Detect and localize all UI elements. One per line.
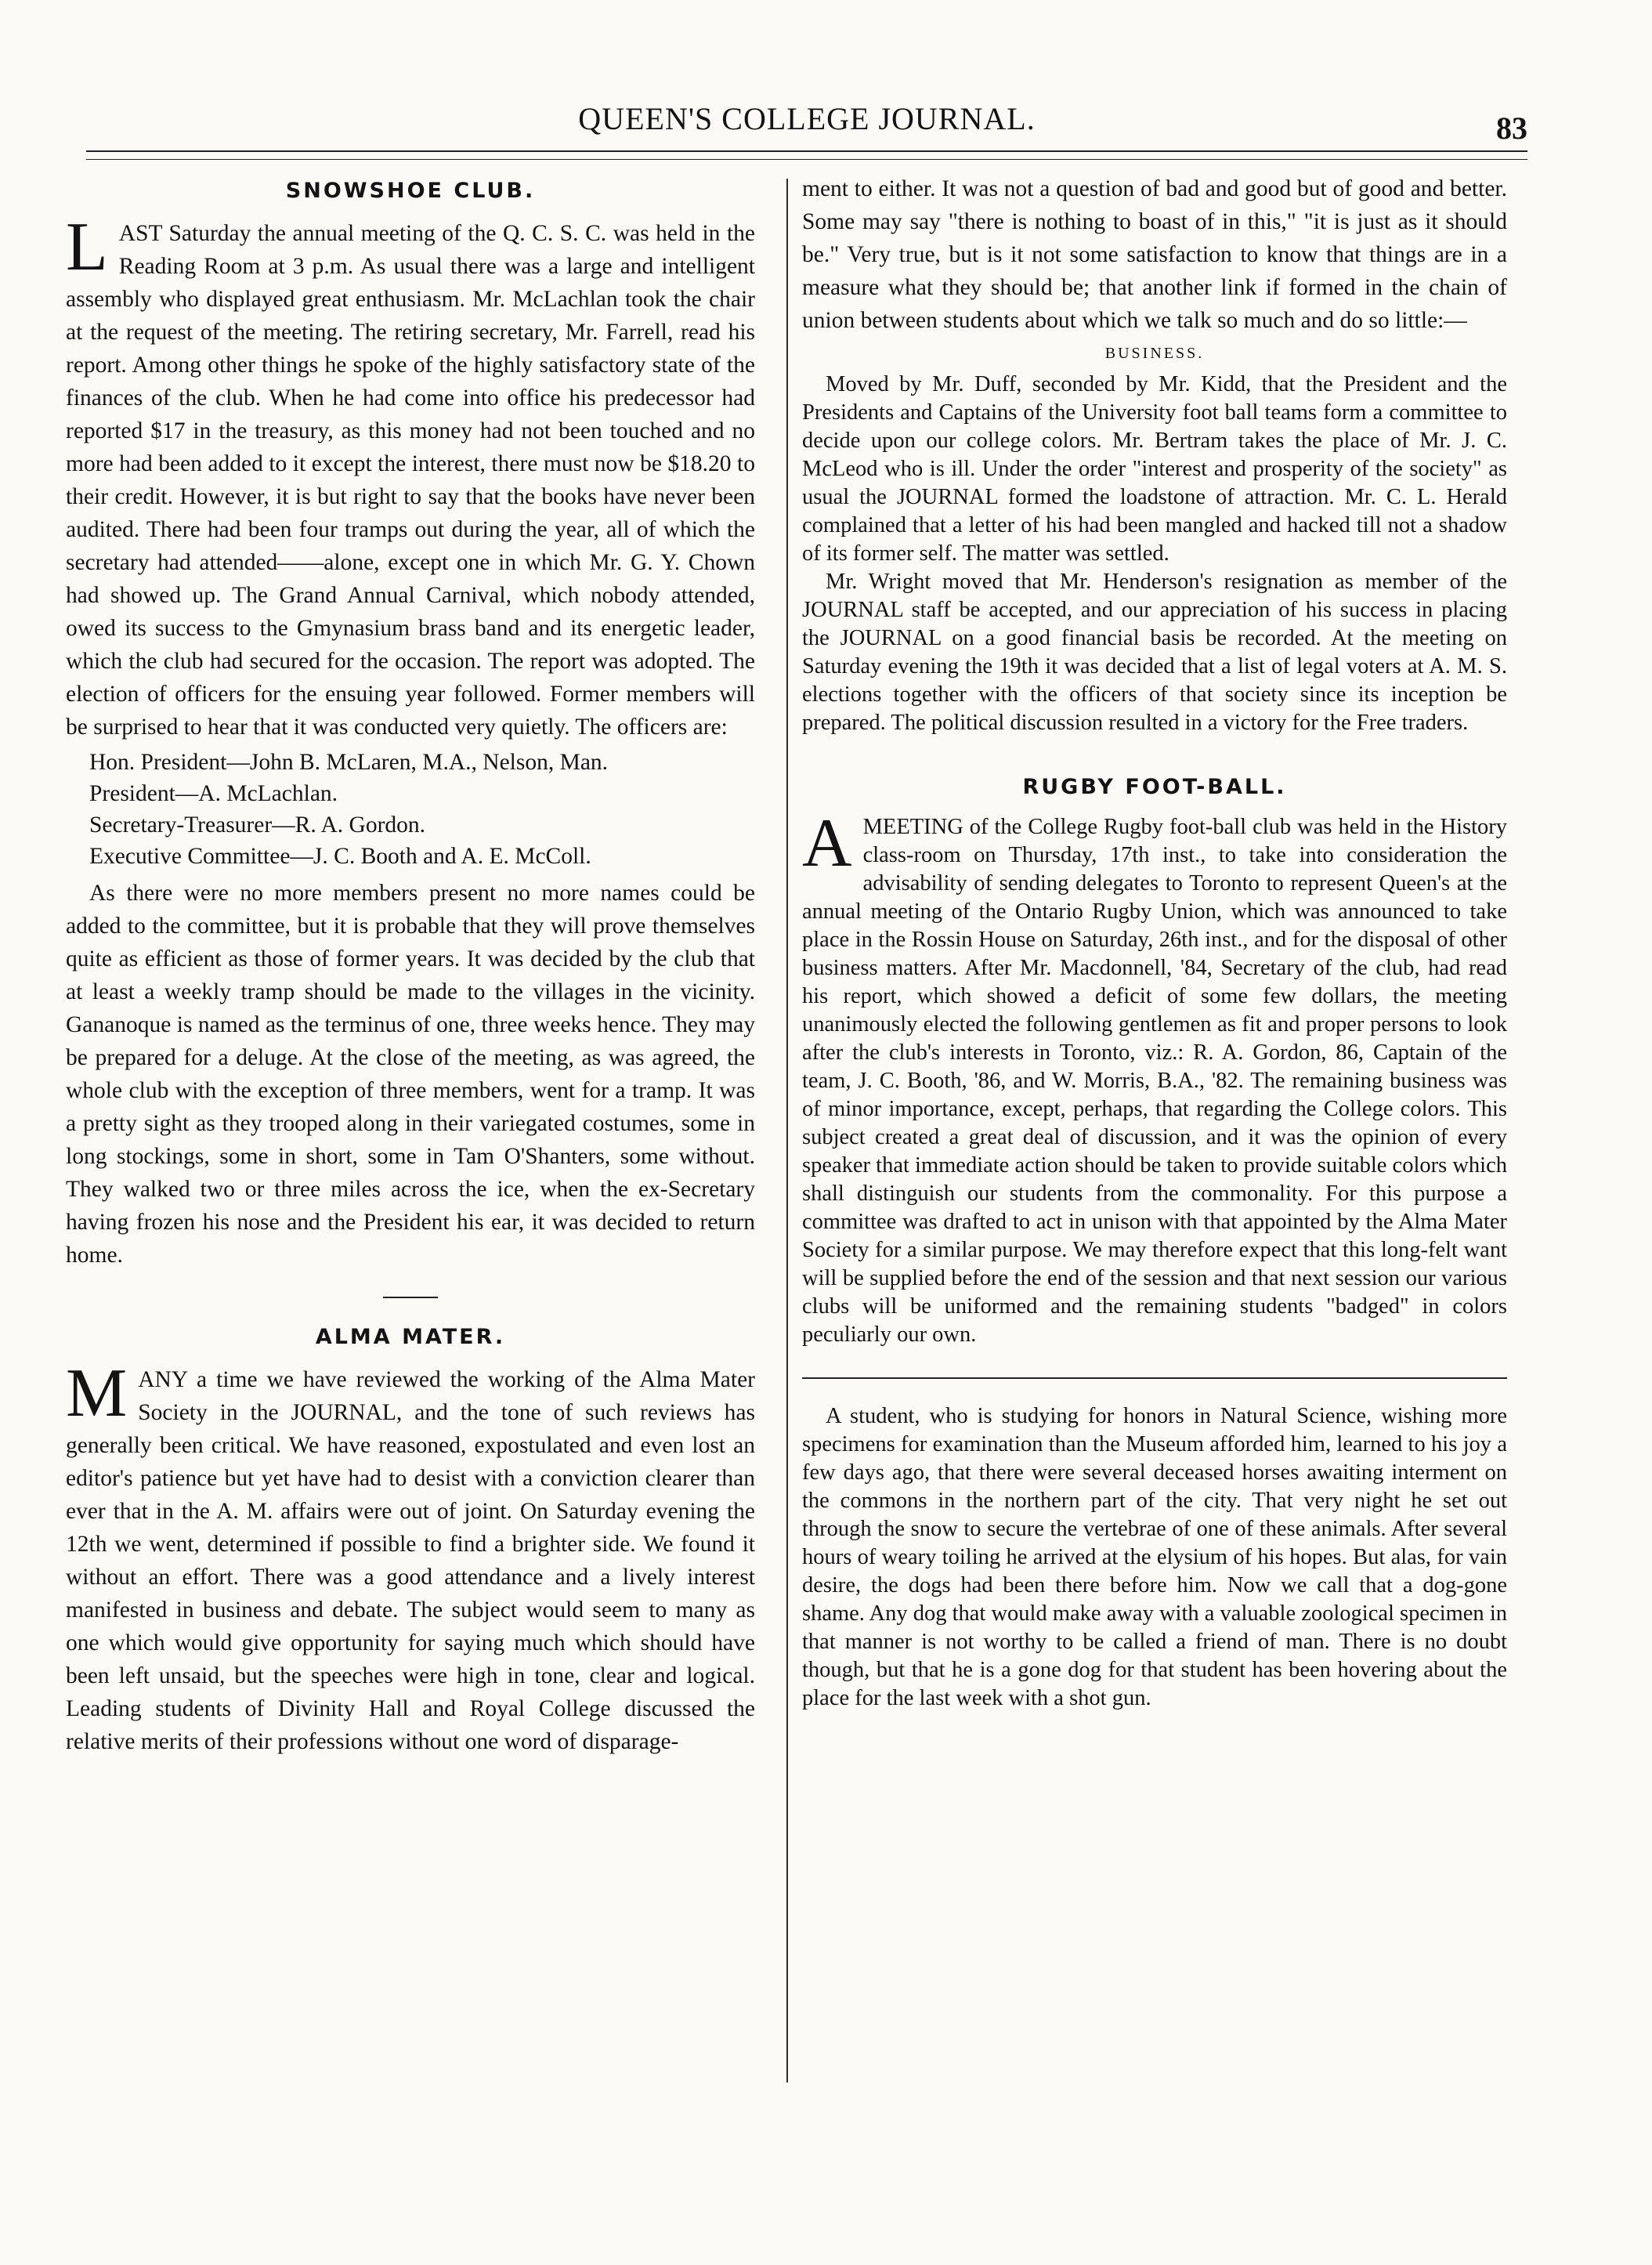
drop-cap: L (66, 209, 108, 285)
drop-cap: M (66, 1355, 128, 1431)
page-number: 83 (1496, 110, 1527, 146)
article-paragraph: ment to either. It was not a question of bad and good but of good and better. Some may say "there is nothing to boast of in this," "it is just as it should be." Very true, but is it not some satisfaction to know that things are in a measure what they should be; that another link if formed in the chain of union between students about which we talk so much and do so little:— (802, 176, 1507, 333)
article-alma-mater-continued (802, 172, 1507, 737)
article-paragraph: Mr. Wright moved that Mr. Henderson's resignation as member of the JOURNAL staff be accepted, and our appreciation of his success in placing the JOURNAL on a good financial basis be recorded. At the meeting on Saturday evening the 19th it was decided that a list of legal voters at A. M. S. elections together with the officers of that society since its inception be prepared. The political discussion resulted in a victory for the Free traders. (802, 570, 1507, 735)
article-rugby-football (802, 775, 1507, 1349)
article-paragraph: Moved by Mr. Duff, seconded by Mr. Kidd, that the President and the Presidents and Captains of the University foot ball teams form a committee to decide upon our college colors. Mr. Bertram takes the place of Mr. J. C. McLeod who is ill. Under the order "interest and prosperity of the society" as usual the JOURNAL formed the loadstone of attraction. Mr. C. L. Herald complained that a letter of his had been mangled and hacked till not a shadow of its former self. The matter was settled. (802, 372, 1507, 566)
article-snowshoe-club (66, 179, 755, 1272)
article-paragraph: As there were no more members present no more names could be added to the committee, but it is probable that they will prove themselves quite as efficient as those of former years. It was decided by the club that at least a weekly tramp should be made to the villages in the vicinity. Gananoque is named as the terminus of one, three weeks hence. They may be prepared for a deluge. At the close of the meeting, as was agreed, the whole club with the exception of three members, went for a tramp. It was a pretty sight as they trooped along in their variegated costumes, some in long stockings, some in short, some in Tam O'Shanters, some without. They walked two or three miles across the ice, when the ex-Secretary having frozen his nose and the President his ear, it was decided to return home. (66, 881, 755, 1268)
article-alma-mater (66, 1325, 755, 1758)
article-paragraph (66, 209, 755, 744)
article-student-item (802, 1402, 1507, 1713)
drop-cap: A (802, 805, 852, 881)
section-divider (383, 1297, 438, 1298)
journal-title: QUEEN'S COLLEGE JOURNAL. (578, 101, 1036, 136)
paragraph-text: MEETING of the College Rugby foot-ball club was held in the History class-room on Thursday, 17th inst., to take into consideration the advisability of sending delegates to Toronto to represent Queen's at the annual meeting of the Ontario Rugby Union, which was announced to take place in the Rossin House on Saturday, 26th inst., and for the disposal of other business matters. After Mr. Macdonnell, '84, Secretary of the club, had read his report, which showed a deficit of some few dollars, the meeting unanimously elected the following gentlemen as fit and proper persons to look after the club's interests in Toronto, viz.: R. A. Gordon, 86, Captain of the team, J. C. Booth, '86, and W. Morris, B.A., '82. The remaining business was of minor importance, except, perhaps, that regarding the College colors. This subject created a great deal of discussion, and it was the opinion of every speaker that immediate action should be taken to provide suitable colors which shall distinguish our students from the commonality. For this purpose a committee was drafted to act in unison with that appointed by the Alma Mater Society for a similar purpose. We may therefore expect that this long-felt want will be supplied before the end of the session and that next session our various clubs will be uniformed and the remaining students "badged" in colors peculiarly our own. (802, 815, 1507, 1347)
officers-list (66, 747, 755, 872)
article-heading: RUGBY FOOT-BALL. (1022, 775, 1287, 799)
right-column (802, 172, 1507, 1713)
column-divider (786, 179, 788, 2082)
officer-entry: Hon. President—John B. McLaren, M.A., Nelson, Man. (89, 750, 609, 775)
officer-entry: President—A. McLachlan. (89, 781, 338, 806)
business-subheading: BUSINESS. (1104, 345, 1205, 362)
article-paragraph: A student, who is studying for honors in Natural Science, wishing more specimens for examination than the Museum afforded him, learned to his joy a few days ago, that there were several deceased horses awaiting interment on the commons in the northern part of the city. That very night he set out through the snow to secure the vertebrae of one of these animals. After several hours of weary toiling he arrived at the elysium of his hopes. But alas, for vain desire, the dogs had been there before him. Now we call that a dog-gone shame. Any dog that would make away with a valuable zoological specimen in that manner is not worthy to be called a friend of man. There is no doubt though, but that he is a gone dog for that student has been hovering about the place for the last week with a shot gun. (802, 1404, 1507, 1710)
section-divider (802, 1377, 1507, 1379)
left-column (66, 172, 755, 1758)
header-rule-thin (86, 159, 1527, 160)
article-paragraph (802, 805, 1507, 1349)
officer-entry: Executive Committee—J. C. Booth and A. E. McColl. (89, 844, 591, 869)
header-rule (86, 150, 1527, 152)
running-head (86, 100, 1527, 155)
article-heading: SNOWSHOE CLUB. (285, 179, 536, 203)
paragraph-text: ANY a time we have reviewed the working of the Alma Mater Society in the JOURNAL, and the tone of such reviews has generally been critical. We have reasoned, expostulated and even lost an editor's patience but yet have had to desist with a conviction clearer than ever that in the A. M. affairs were out of joint. On Saturday evening the 12th we went, determined if possible to find a brighter side. We found it without an effort. There was a good attendance and a lively interest manifested in business and debate. The subject would seem to many as one which would give opportunity for saying much which should have been left unsaid, but the speeches were high in tone, clear and logical. Leading students of Divinity Hall and Royal College discussed the relative merits of their professions without one word of disparage- (66, 1367, 755, 1754)
paragraph-text: AST Saturday the annual meeting of the Q. C. S. C. was held in the Reading Room at 3 p.m. As usual there was a large and intelligent assembly who displayed great enthusiasm. Mr. McLachlan took the chair at the request of the meeting. The retiring secretary, Mr. Farrell, read his report. Among other things he spoke of the highly satisfactory state of the finances of the club. When he had come into office his predecessor had reported $17 in the treasury, as this money had not been touched and no more had been added to it except the interest, there must now be $18.20 to their credit. However, it is but right to say that the books have never been audited. There had been four tramps out during the year, all of which the secretary had attended——alone, except one in which Mr. G. Y. Chown had showed up. The Grand Annual Carnival, which nobody attended, owed its success to the Gmynasium brass band and its energetic leader, which the club had secured for the occasion. The report was adopted. The election of officers for the ensuing year followed. Former members will be surprised to hear that it was conducted very quietly. The officers are: (66, 221, 755, 740)
article-heading: ALMA MATER. (315, 1325, 506, 1349)
article-paragraph (66, 1355, 755, 1758)
officer-entry: Secretary-Treasurer—R. A. Gordon. (89, 812, 426, 838)
